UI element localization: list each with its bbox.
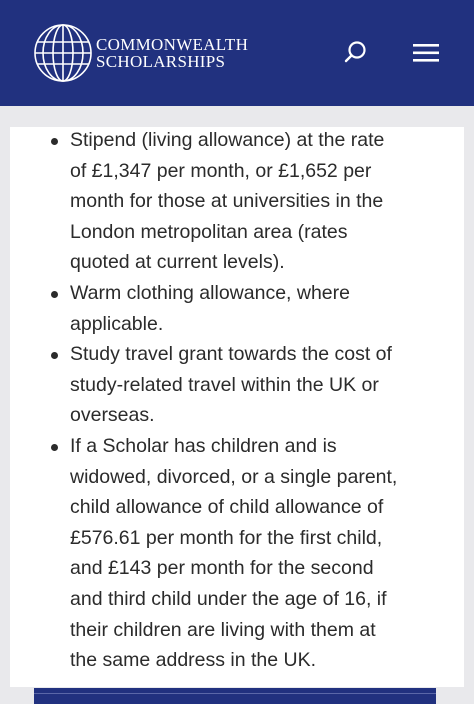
benefit-text-line: applicable. [70,312,164,335]
bullet-icon [51,291,58,298]
benefit-text-line: Warm clothing allowance, where [70,281,350,304]
benefit-item [10,278,464,339]
benefit-item [10,125,464,278]
bullet-icon [51,352,58,359]
hamburger-menu-icon[interactable] [410,38,442,68]
benefit-text-line: overseas. [70,404,155,427]
benefit-text-line: their children are living with them at [70,618,376,641]
benefit-item [10,339,464,431]
bullet-icon [51,138,58,145]
benefit-text-line: widowed, divorced, or a single parent, [70,465,398,488]
bullet-icon [51,444,58,451]
benefit-text-line: Stipend (living allowance) at the rate [70,129,385,151]
bottom-banner [34,688,436,704]
benefits-list [10,125,464,676]
benefit-text-line: £576.61 per month for the first child, [70,526,383,549]
benefit-text-line: month for those at universities in the [70,190,384,213]
bottom-banner-divider [34,693,436,694]
site-header [0,0,474,106]
benefit-text-line: Study travel grant towards the cost of [70,343,392,366]
benefit-text-line: child allowance of child allowance of [70,496,384,519]
brand-wordmark[interactable] [96,36,248,70]
benefit-text-line: quoted at current levels). [70,251,285,274]
brand-line-1: COMMONWEALTH [96,35,249,54]
globe-logo-icon[interactable] [32,22,94,84]
benefit-text-line: the same address in the UK. [70,649,317,672]
brand-line-2: SCHOLARSHIPS [96,52,226,71]
benefit-item [10,431,464,676]
benefit-text-line: of £1,347 per month, or £1,652 per [70,159,372,182]
benefit-text-line: and third child under the age of 16, if [70,587,387,610]
benefits-card [10,127,464,687]
benefit-text-line: London metropolitan area (rates [70,220,348,243]
search-icon[interactable] [340,38,370,68]
benefit-text-line: and £143 per month for the second [70,557,374,580]
benefit-text-line: If a Scholar has children and is [70,434,337,457]
benefit-text-line: study-related travel within the UK or [70,373,379,396]
